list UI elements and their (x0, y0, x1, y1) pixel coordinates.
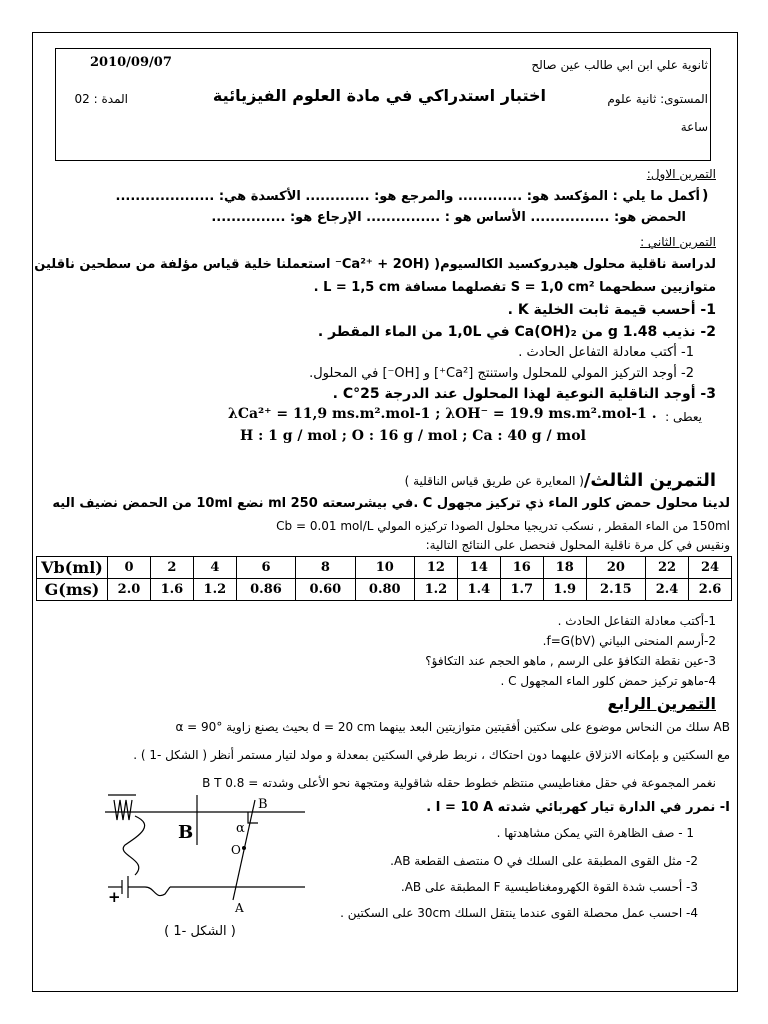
exercise4-q2: 2- مثل القوى المطبقة على السلك في O منتصف القطعة AB. (390, 854, 698, 868)
vb-cell: 2 (150, 557, 193, 579)
exercise2-q1: 1- أحسب قيمة ثابت الخلية K . (507, 302, 716, 318)
school-name: ثانوية علي ابن ابي طالب عين صالح (531, 58, 708, 72)
exercise1-line1: أكمل ما يلي : المؤكسد هو: ............. والمرجع هو: ............. الأكسدة هي: .................... (115, 189, 700, 204)
level: المستوى: ثانية علوم (607, 92, 708, 106)
angle-marker (248, 812, 258, 823)
exercise3-title: التمرين الثالث/ (583, 470, 716, 491)
point-b-label: B (258, 797, 268, 812)
exercise3-line2: 150ml من الماء المقطر , نسكب تدريجيا محلول الصودا تركيزه المولي Cb = 0.01 mol/L (276, 519, 730, 533)
exercise4-q1: 1 - صف الظاهرة التي يمكن مشاهدتها . (496, 826, 694, 840)
exercise3-q3: 3-عين نقطة التكافؤ على الرسم , ماهو الحجم عند التكافؤ؟ (425, 654, 716, 668)
exercise2-q2: 2- نذيب 1.48 g من Ca(OH)₂ في 1,0L من الماء المقطر . (317, 324, 716, 340)
exercise3-line1: لدينا محلول حمض كلور الماء ذي تركيز مجهول C .في بيشرسعته 250 ml نضع 10ml من الحمض نضيف اليه (52, 496, 730, 511)
exercise3-q2: 2-أرسم المنحنى البياني f=G(bV). (542, 634, 716, 648)
row-label-vb: Vb(ml) (37, 557, 108, 579)
vb-cell: 6 (236, 557, 295, 579)
exercise4-q4: 4- احسب عمل محصلة القوى عندما ينتقل السلك 30cm على السكتين . (340, 906, 698, 920)
vb-cell: 18 (543, 557, 586, 579)
exercise2-title: التمرين الثاني : (640, 235, 716, 249)
g-cell: 2.6 (689, 579, 732, 601)
g-cell: 1.2 (414, 579, 457, 601)
vb-cell: 4 (193, 557, 236, 579)
vb-cell: 24 (689, 557, 732, 579)
given-lambda: λCa²⁺ = 11,9 ms.m².mol-1 ; λOH⁻ = 19.9 ms.m².mol-1 . (228, 406, 657, 422)
g-cell: 2.0 (108, 579, 151, 601)
vb-cell: 0 (108, 557, 151, 579)
alpha-label: α (236, 821, 245, 836)
generator-lead (128, 887, 170, 896)
exam-date: 2010/09/07 (90, 55, 172, 70)
row-label-g: G(ms) (37, 579, 108, 601)
exercise3-q1: 1-أكتب معادلة التفاعل الحادث . (557, 614, 716, 628)
exercise1-paren: ) (702, 188, 709, 204)
duration-unit: ساعة (680, 120, 708, 134)
exam-title: اختبار استدراكي في مادة العلوم الفيزيائية (212, 86, 546, 105)
vb-cell: 16 (500, 557, 543, 579)
g-cell: 1.6 (150, 579, 193, 601)
exercise2-line1: لدراسة ناقلية محلول هيدروكسيد الكالسيوم( (Ca²⁺ + 2OH⁻ استعملنا خلية قياس مؤلفة من سطحين ناقلين (34, 257, 716, 272)
plus-label: + (108, 888, 121, 906)
exercise4-line3: نغمر المجموعة في حقل مغناطيسي منتظم خطوط حقله شاقولية ومتجهة نحو الأعلى وشدته = 0.8 B T (202, 776, 716, 790)
g-cell: 1.7 (500, 579, 543, 601)
vb-cell: 14 (457, 557, 500, 579)
exercise4-q-intro: I- نمرر في الدارة تيار كهربائي شدته I = 10 A . (426, 800, 730, 815)
exercise4-title: التمرين الرابع (607, 694, 716, 713)
vb-cell: 20 (586, 557, 645, 579)
exercise2-line2: متوازيين سطحهما S = 1,0 cm² تفصلهما مسافة L = 1,5 cm . (313, 280, 716, 295)
connection-wire (123, 816, 144, 875)
figure-caption: ( الشكل -1 ) (164, 924, 236, 939)
vb-cell: 8 (296, 557, 355, 579)
given-label: يعطى : (665, 410, 702, 424)
exercise2-q2-2: 2- أوجد التركيز المولي للمحلول واستنتج [Ca²⁺] و [OH⁻] في المحلول. (309, 366, 694, 381)
given-molar-masses: H : 1 g / mol ; O : 16 g / mol ; Ca : 40 g / mol (240, 428, 586, 444)
g-cell: 2.15 (586, 579, 645, 601)
table-row-vb (37, 557, 732, 579)
exercise2-q3: 3- أوجد الناقلية النوعية لهذا المحلول عند الدرجة 25°C . (332, 386, 716, 402)
exercise3-subtitle: ( المعايرة عن طريق قياس الناقلية ) (404, 474, 584, 488)
g-cell: 0.60 (296, 579, 355, 601)
point-a-label: A (235, 901, 244, 915)
g-cell: 1.9 (543, 579, 586, 601)
results-table (36, 556, 732, 601)
exercise2-q2-1: 1- أكتب معادلة التفاعل الحادث . (518, 345, 694, 360)
g-cell: 0.80 (355, 579, 414, 601)
vb-cell: 10 (355, 557, 414, 579)
exercise3-line3: ونقيس في كل مرة ناقلية المحلول فنحصل على النتائج التالية: (425, 538, 730, 552)
vb-cell: 22 (646, 557, 689, 579)
exercise4-q3: 3- أحسب شدة القوة الكهرومغناطيسية F المطبقة على AB. (400, 880, 698, 894)
table-row-g (37, 579, 732, 601)
exercise1-line2: الحمض هو: ................ الأساس هو : ............... الإرجاع هو: ............... (211, 210, 686, 225)
exercise3-q4: 4-ماهو تركيز حمض كلور الماء المجهول C . (500, 674, 716, 688)
exercise4-line2: مع السكتين و بإمكانه الانزلاق عليهما دون احتكاك ، نربط طرفي السكتين بمعدلة و مولد لتيار مستمر أنظر ( الشكل -1 ) . (133, 748, 730, 762)
vb-cell: 12 (414, 557, 457, 579)
g-cell: 1.2 (193, 579, 236, 601)
exercise4-line1: AB سلك من النحاس موضوع على سكتين أفقيتين متوازيتين البعد بينهما d = 20 cm بحيث يصنع زاوية α = 90° (175, 720, 730, 734)
field-label: B (178, 822, 194, 843)
circuit-figure (100, 790, 320, 940)
midpoint-o-label: O (231, 843, 241, 857)
g-cell: 0.86 (236, 579, 295, 601)
midpoint-o (242, 846, 246, 850)
g-cell: 2.4 (646, 579, 689, 601)
rheostat-icon (114, 800, 132, 820)
exercise1-title: التمرين الاول: (646, 167, 716, 181)
g-cell: 1.4 (457, 579, 500, 601)
duration: المدة : 02 (74, 92, 128, 106)
